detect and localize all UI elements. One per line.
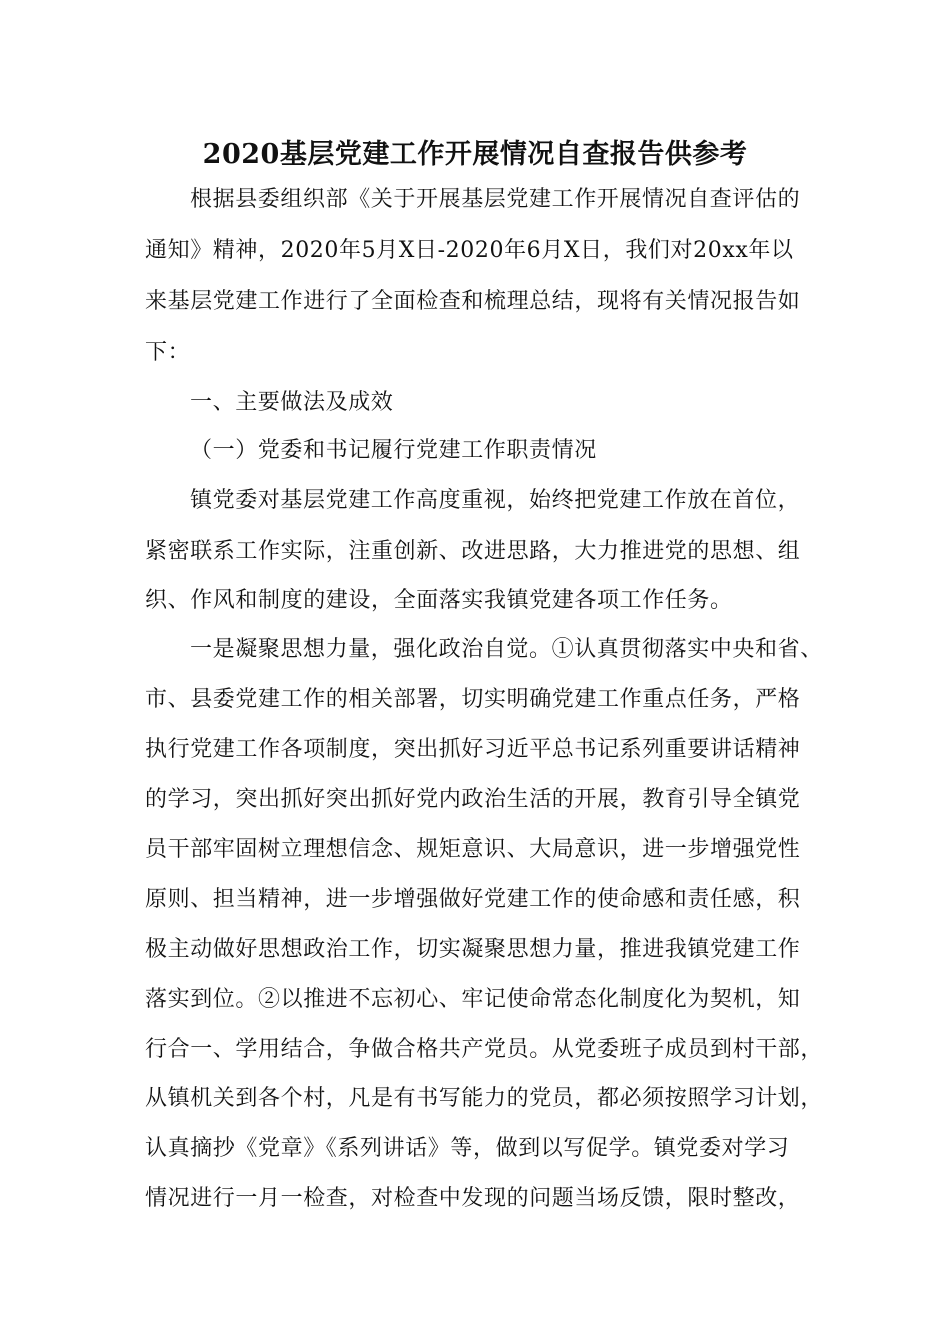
paragraph-line: 落实到位。②以推进不忘初心、牢记使命常态化制度化为契机，知 [145, 987, 801, 1012]
document-title: 2020基层党建工作开展情况自查报告供参考 [202, 139, 748, 170]
paragraph-line: 极主动做好思想政治工作，切实凝聚思想力量，推进我镇党建工作 [145, 937, 801, 962]
paragraph-line: 下： [145, 340, 191, 365]
paragraph-line: 认真摘抄《党章》《系列讲话》等，做到以写促学。镇党委对学习 [145, 1136, 790, 1161]
paragraph-line: 员干部牢固树立理想信念、规矩意识、大局意识，进一步增强党性 [145, 837, 801, 862]
paragraph-line: 行合一、学用结合，争做合格共产党员。从党委班子成员到村干部， [145, 1037, 824, 1062]
paragraph-line: 根据县委组织部《关于开展基层党建工作开展情况自查评估的 [190, 187, 801, 212]
subsection-heading: （一）党委和书记履行党建工作职责情况 [190, 438, 597, 463]
paragraph-line: 的学习，突出抓好突出抓好党内政治生活的开展，教育引导全镇党 [145, 787, 801, 812]
paragraph-line: 市、县委党建工作的相关部署，切实明确党建工作重点任务，严格 [145, 687, 801, 712]
paragraph-line: 通知》精神，2020年5月X日-2020年6月X日，我们对20xx年以 [145, 238, 794, 263]
paragraph-line: 紧密联系工作实际，注重创新、改进思路，大力推进党的思想、组 [145, 539, 801, 564]
paragraph-line: 一是凝聚思想力量，强化政治自觉。①认真贯彻落实中央和省、 [190, 637, 823, 662]
paragraph-line: 来基层党建工作进行了全面检查和梳理总结，现将有关情况报告如 [145, 289, 801, 314]
paragraph-line: 原则、担当精神，进一步增强做好党建工作的使命感和责任感，积 [145, 887, 801, 912]
paragraph-line: 镇党委对基层党建工作高度重视，始终把党建工作放在首位， [190, 488, 801, 513]
paragraph-line: 织、作风和制度的建设，全面落实我镇党建各项工作任务。 [145, 588, 733, 613]
section-heading: 一、主要做法及成效 [190, 390, 394, 415]
paragraph-line: 情况进行一月一检查，对检查中发现的问题当场反馈，限时整改， [145, 1186, 801, 1211]
paragraph-line: 执行党建工作各项制度，突出抓好习近平总书记系列重要讲话精神 [145, 737, 801, 762]
paragraph-line: 从镇机关到各个村，凡是有书写能力的党员，都必须按照学习计划， [145, 1086, 824, 1111]
